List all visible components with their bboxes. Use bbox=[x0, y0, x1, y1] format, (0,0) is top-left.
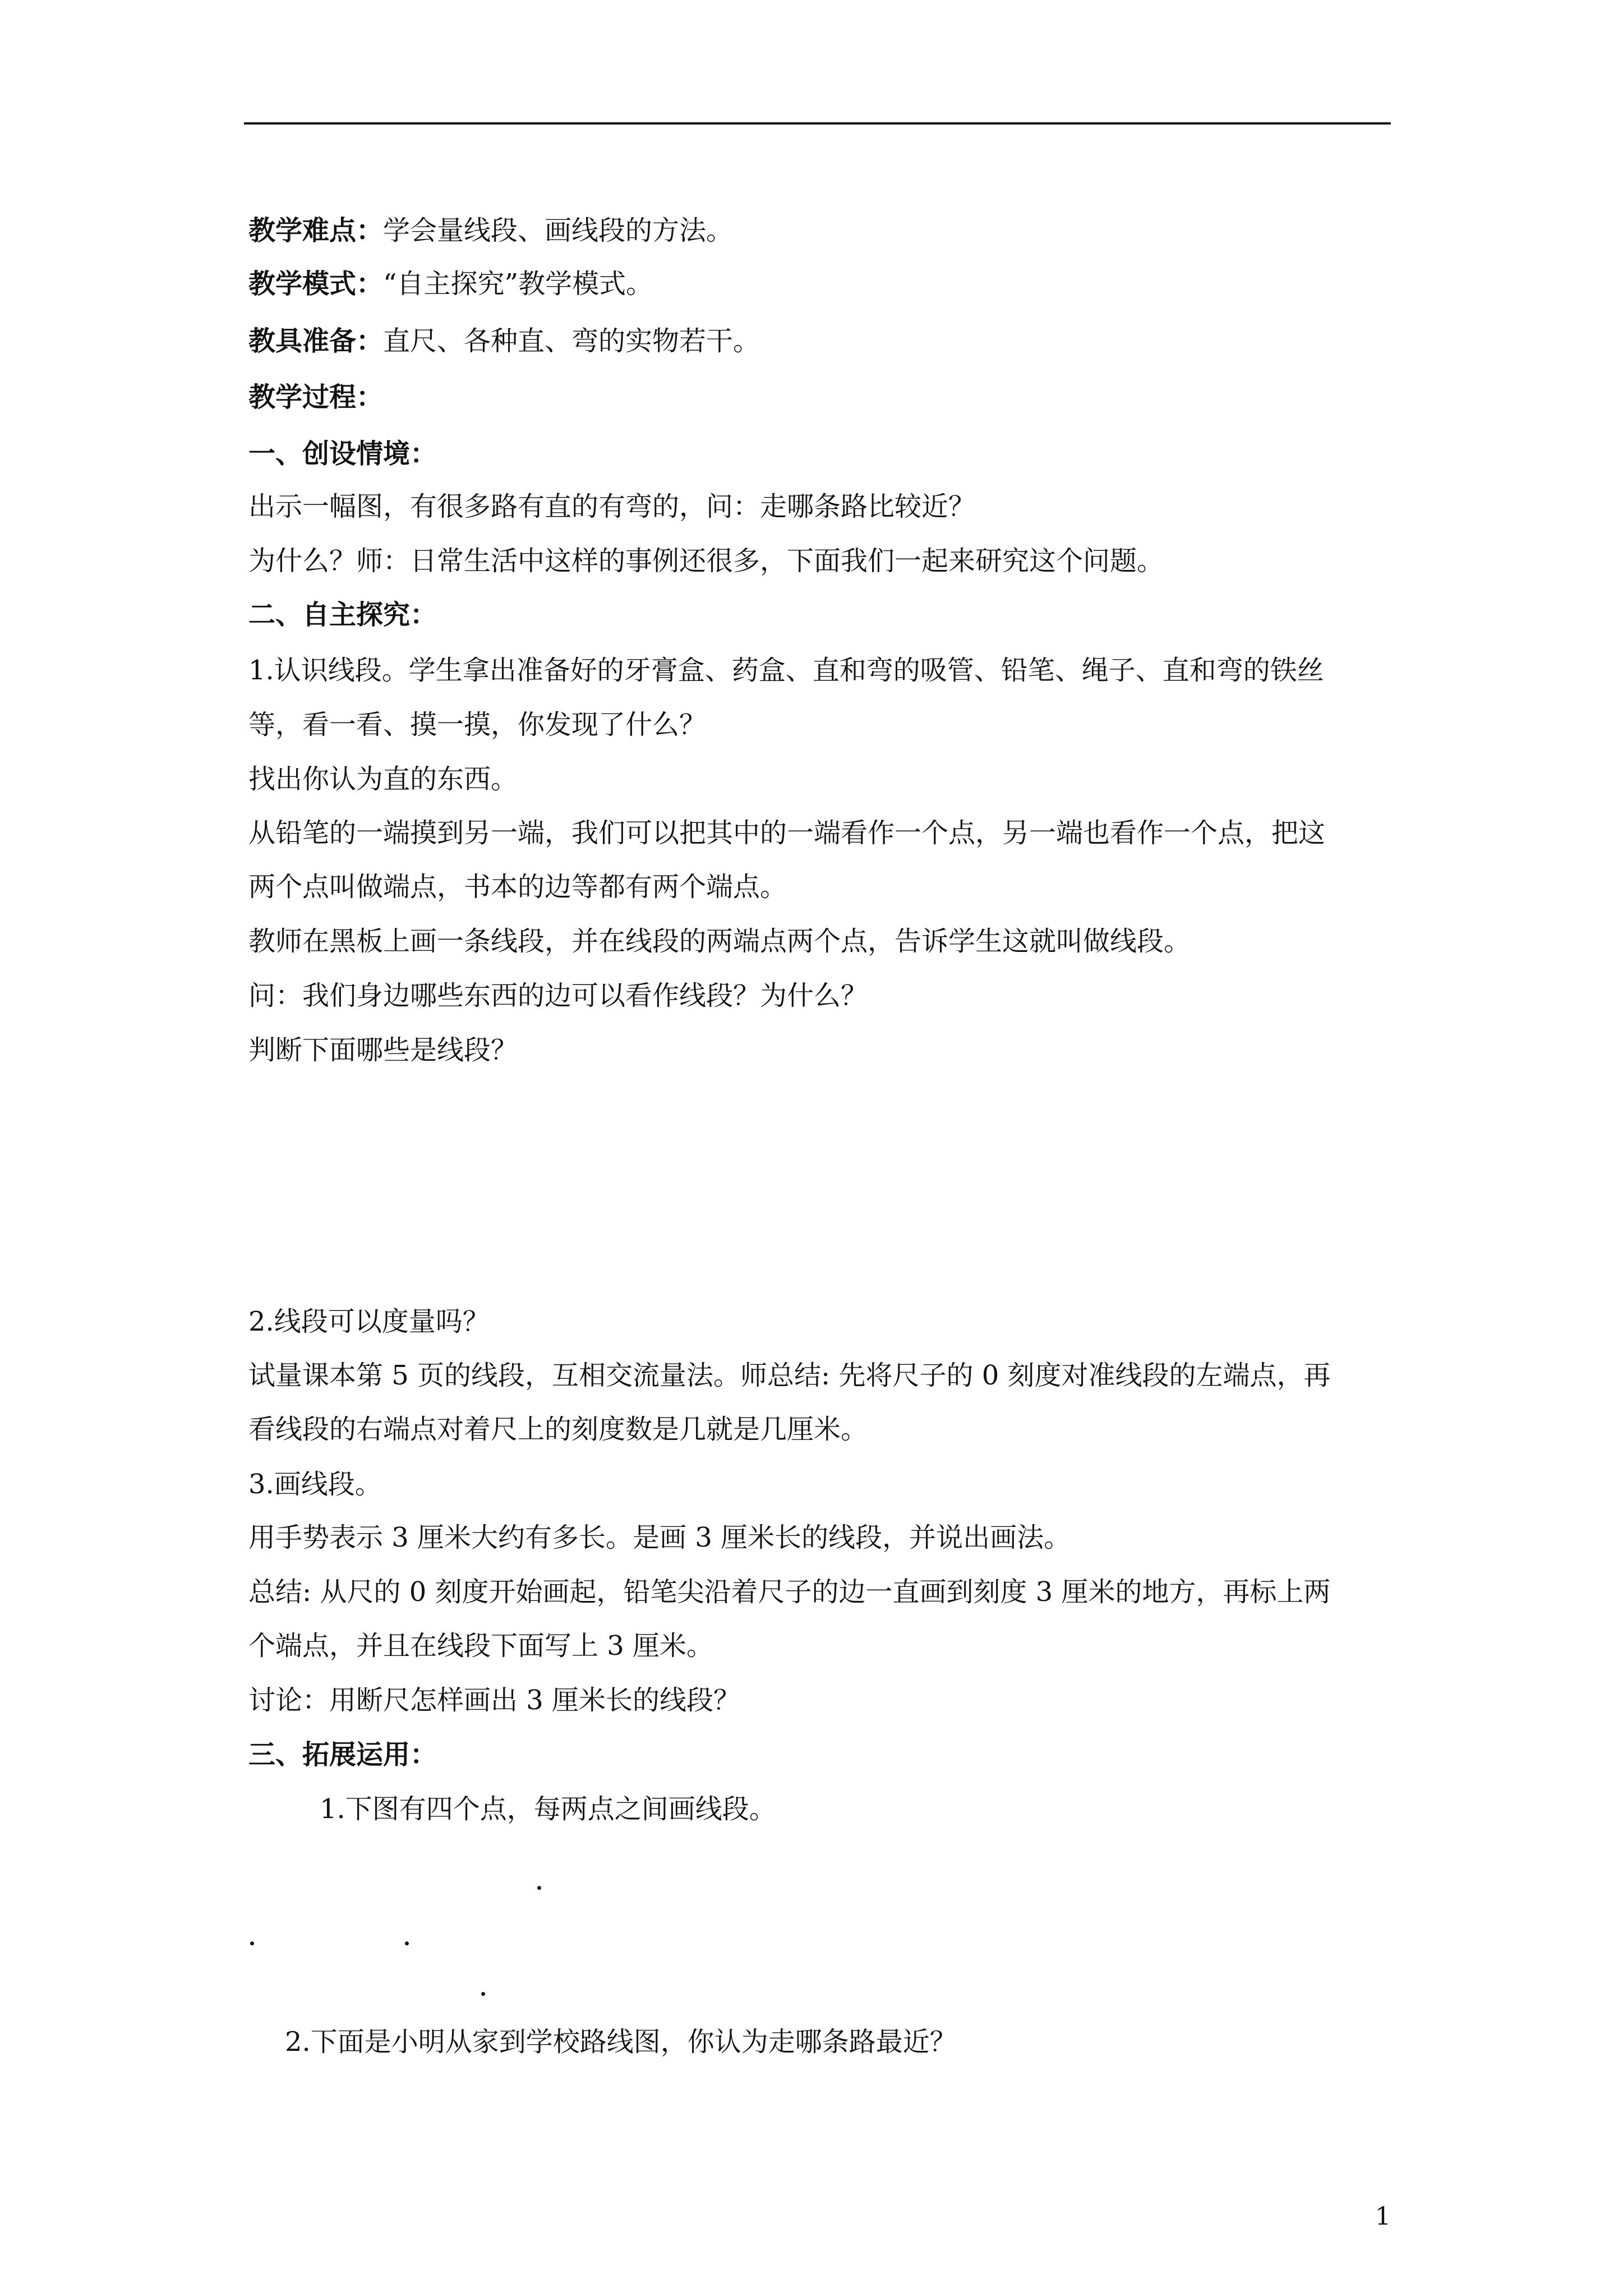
tools-text: 直尺、各种直、弯的实物若干。 bbox=[383, 325, 760, 357]
section3-heading: 三、拓展运用： bbox=[248, 1739, 437, 1770]
s3-paragraph-2: 2.下面是小明从家到学校路线图，你认为走哪条路最近？ bbox=[285, 2026, 957, 2058]
s2-paragraph-1b: 等，看一看、摸一摸，你发现了什么？ bbox=[248, 709, 707, 740]
mode-text: “自主探究”教学模式。 bbox=[383, 268, 653, 300]
mode-label: 教学模式： bbox=[248, 268, 384, 300]
point-dot bbox=[250, 1941, 254, 1945]
mode-line bbox=[248, 267, 653, 301]
difficulty-line bbox=[248, 214, 733, 247]
section1-heading: 一、创设情境： bbox=[248, 438, 437, 470]
s2-paragraph-4: 教师在黑板上画一条线段，并在线段的两端点两个点，告诉学生这就叫做线段。 bbox=[248, 926, 1191, 957]
s2-paragraph-2: 找出你认为直的东西。 bbox=[248, 763, 518, 795]
s2-paragraph-7: 2.线段可以度量吗？ bbox=[248, 1306, 490, 1337]
header-rule bbox=[244, 122, 1391, 125]
s2-paragraph-6: 判断下面哪些是线段？ bbox=[248, 1034, 518, 1066]
s2-paragraph-3b: 两个点叫做端点，书本的边等都有两个端点。 bbox=[248, 871, 787, 903]
s2-paragraph-5: 问：我们身边哪些东西的边可以看作线段？为什么？ bbox=[248, 980, 868, 1011]
tools-line bbox=[248, 324, 760, 358]
s2-paragraph-10: 用手势表示 3 厘米大约有多长。是画 3 厘米长的线段，并说出画法。 bbox=[248, 1522, 1071, 1553]
s2-paragraph-11a: 总结: 从尺的 0 刻度开始画起，铅笔尖沿着尺子的边一直画到刻度 3 厘米的地方，再标上两 bbox=[248, 1576, 1331, 1608]
difficulty-text: 学会量线段、画线段的方法。 bbox=[383, 215, 734, 246]
s2-paragraph-8b: 看线段的右端点对着尺上的刻度数是几就是几厘米。 bbox=[248, 1414, 868, 1445]
s2-paragraph-12: 讨论：用断尺怎样画出 3 厘米长的线段？ bbox=[248, 1685, 741, 1716]
s3-paragraph-1: 1.下图有四个点，每两点之间画线段。 bbox=[320, 1793, 776, 1825]
point-dot bbox=[481, 1992, 485, 1996]
s2-paragraph-1a: 1.认识线段。学生拿出准备好的牙膏盒、药盒、直和弯的吸管、铅笔、绳子、直和弯的铁丝 bbox=[248, 655, 1324, 686]
s1-paragraph-2: 为什么？师：日常生活中这样的事例还很多，下面我们一起来研究这个问题。 bbox=[248, 545, 1164, 577]
section2-heading: 二、自主探究： bbox=[248, 599, 437, 631]
s2-paragraph-11b: 个端点，并且在线段下面写上 3 厘米。 bbox=[248, 1630, 714, 1662]
point-dot bbox=[537, 1886, 541, 1890]
page-number: 1 bbox=[1375, 2202, 1391, 2231]
point-dot bbox=[405, 1941, 409, 1945]
s2-paragraph-9: 3.画线段。 bbox=[248, 1469, 382, 1500]
s1-paragraph-1: 出示一幅图，有很多路有直的有弯的，问：走哪条路比较近？ bbox=[248, 491, 976, 522]
s2-paragraph-8a: 试量课本第 5 页的线段，互相交流量法。师总结: 先将尺子的 0 刻度对准线段的左端点，再 bbox=[248, 1360, 1331, 1391]
tools-label: 教具准备： bbox=[248, 325, 384, 357]
process-heading: 教学过程： bbox=[248, 381, 384, 413]
s2-paragraph-3a: 从铅笔的一端摸到另一端，我们可以把其中的一端看作一个点，另一端也看作一个点，把这 bbox=[248, 817, 1326, 849]
difficulty-label: 教学难点： bbox=[248, 215, 384, 246]
